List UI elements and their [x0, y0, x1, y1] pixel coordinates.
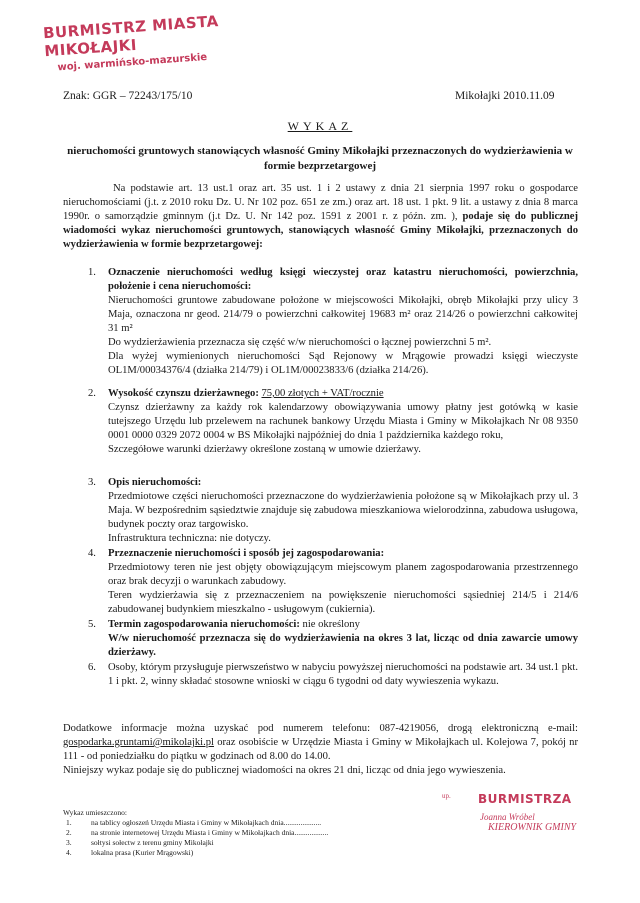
list-item: 3. sołtysi sołectw z terenu gminy Mikołajki: [66, 838, 214, 847]
item-number: 5.: [88, 619, 96, 630]
item-text: Czynsz dzierżawny za każdy rok kalendarzowy obowiązywania umowy płatny jest gotówką w kasie tutejszego Urzędu lub przelewem na rachunek bankowy Urzędu Miasta i Gminy w Mikołajkach Nr 08 9350 0001 0000 0329 2072 0004 w BS Mikołajki najpóźniej do dnia 1 października każdego roku,: [108, 402, 578, 441]
item-text: Teren wydzierżawia się z przeznaczeniem na powiększenie nieruchomości sąsiedniej 214/5 i 214/6 zabudowanej budynkiem mieszkalno - usługowym (cukiernia).: [108, 590, 578, 615]
item-text: Infrastruktura techniczna: nie dotyczy.: [108, 533, 271, 544]
item-text: Dla wyżej wymienionych nieruchomości Sąd Rejonowy w Mrągowie prowadzi księgi wieczyste OL1M/00034376/4 (działka 214/79) i OL1M/00023833/6 (działka 214/26).: [108, 351, 578, 376]
document-date: Mikołajki 2010.11.09: [455, 90, 555, 102]
list-item: 1. na tablicy ogłoszeń Urzędu Miasta i Gminy w Mikołajkach dnia....................: [66, 818, 322, 827]
stamp-line2: woj. warmińsko-mazurskie: [57, 51, 208, 74]
footer-text: Niniejszy wykaz podaje się do publicznej wiadomości na okres 21 dni, licząc od dnia jego wywieszenia.: [63, 765, 506, 776]
item-body: [108, 547, 578, 617]
item-number: 2.: [88, 388, 96, 399]
stamp-line2: Joanna Wróbel: [480, 812, 535, 822]
placement-list: [63, 808, 403, 858]
intro-normal: Na podstawie art. 13 ust.1 oraz art. 35 ust. 1 i 2 ustawy z dnia 21 sierpnia 1997 roku o gospodarce nieruchomościami (j.t. z 2010 roku Dz. U. Nr 102 poz. 651 ze zm.) oraz art. 18 ust. 1 pkt. 9 lit. a ustawy z dnia 8 marca 1990r. o samorządzie gminnym (j.t Dz. U. Nr 142 poz. 1591 z 2001 r. z późn. zm. ),: [63, 183, 578, 222]
placement-title: Wykaz umieszczono:: [63, 808, 127, 817]
item-body: [108, 476, 578, 546]
document-title: WYKAZ: [287, 119, 353, 133]
item-number: 6.: [88, 662, 96, 673]
stamp-line1: BURMISTRZ MIASTA MIKOŁAJKI: [42, 12, 220, 61]
list-item: 2. na stronie internetowej Urzędu Miasta i Gminy w Mikołajkach dnia..................: [66, 828, 329, 837]
stamp-prefix: up.: [442, 792, 451, 800]
item-body: [108, 387, 578, 457]
item-heading: Termin zagospodarowania nieruchomości:: [108, 619, 300, 630]
stamp-line3: KIEROWNIK GMINY: [488, 822, 577, 833]
item-number: 4.: [88, 548, 96, 559]
list-item: 4. lokalna prasa (Kurier Mrągowski): [66, 848, 194, 857]
item-text: Do wydzierżawienia przeznacza się część w/w nieruchomości o łącznej powierzchni 5 m².: [108, 337, 492, 348]
email-link[interactable]: gospodarka.gruntami@mikolajki.pl: [63, 737, 214, 748]
item-text: W/w nieruchomość przeznacza się do wydzierżawienia na okres 3 lat, licząc od dnia zawarcie umowy dzierżawy.: [108, 633, 578, 658]
item-body: [108, 618, 578, 660]
intro-bold: podaje się do publicznej wiadomości wykaz nieruchomości gruntowych, stanowiących własność Gminy Mikołajki, przeznaczonych do wydzierżawienia w formie bezprzetargowej:: [63, 211, 578, 250]
item-text: Przedmiotowy teren nie jest objęty obowiązującym miejscowym planem zagospodarowania przestrzennego oraz brak decyzji o warunkach zabudowy.: [108, 562, 578, 587]
item-body: [108, 661, 578, 689]
item-heading: Oznaczenie nieruchomości według księgi wieczystej oraz katastru nieruchomości, powierzchnia, położenie i cena nieruchomości:: [108, 267, 578, 292]
item-body: [108, 266, 578, 378]
item-number: 3.: [88, 477, 96, 488]
footer-text: oraz osobiście w Urzędzie Miasta i Gminy w Mikołajkach ul. Kolejowa 7, pokój nr 111 - od poniedziałku do piątku w godzinach od 8.00 do 14.00.: [63, 737, 578, 762]
item-text: Przedmiotowe części nieruchomości przeznaczone do wydzierżawienia położone są w Mikołajkach przy ul. 3 Maja. W bezpośrednim sąsiedztwie znajduje się zabudowa mieszkaniowa wielorodzinna, zabudowa usługowa, budynek poczty oraz targowisko.: [108, 491, 578, 530]
item-number: 1.: [88, 267, 96, 278]
signature-stamp: [440, 784, 590, 844]
item-heading: Przeznaczenie nieruchomości i sposób jej zagospodarowania:: [108, 548, 385, 559]
stamp-line1: BURMISTRZA: [478, 792, 572, 806]
footer-text: Dodatkowe informacje można uzyskać pod numerem telefonu: 087-4219056, drogą elektroniczną e-mail:: [63, 723, 578, 734]
reference-number: Znak: GGR – 72243/175/10: [63, 90, 193, 102]
item-text: Szczegółowe warunki dzierżawy określone zostaną w umowie dzierżawy.: [108, 444, 421, 455]
item-heading: Opis nieruchomości:: [108, 477, 202, 488]
item-text: Osoby, którym przysługuje pierwszeństwo w nabyciu powyższej nieruchomości na podstawie art. 34 ust.1 pkt. 1 i pkt. 2, winny składać stosowne wnioski w ciągu 6 tygodni od daty wywieszenia wykazu.: [108, 662, 578, 687]
document-subtitle: nieruchomości gruntowych stanowiących własność Gminy Mikołajki przeznaczonych do wydzierżawienia w formie bezprzetargowej: [67, 145, 573, 172]
official-stamp-top: [42, 12, 225, 74]
item-heading: Wysokość czynszu dzierżawnego:: [108, 388, 259, 399]
footer-info: [63, 722, 578, 778]
term-value: nie określony: [302, 619, 360, 630]
intro-paragraph: [63, 182, 578, 252]
rent-value: 75,00 złotych + VAT/rocznie: [261, 388, 384, 399]
item-text: Nieruchomości gruntowe zabudowane położone w miejscowości Mikołajki, obręb Mikołajki przy ulicy 3 Maja, oznaczona nr geod. 214/79 o powierzchni całkowitej 19683 m² oraz 214/26 o powierzchni całkowitej 31 m²: [108, 295, 578, 334]
